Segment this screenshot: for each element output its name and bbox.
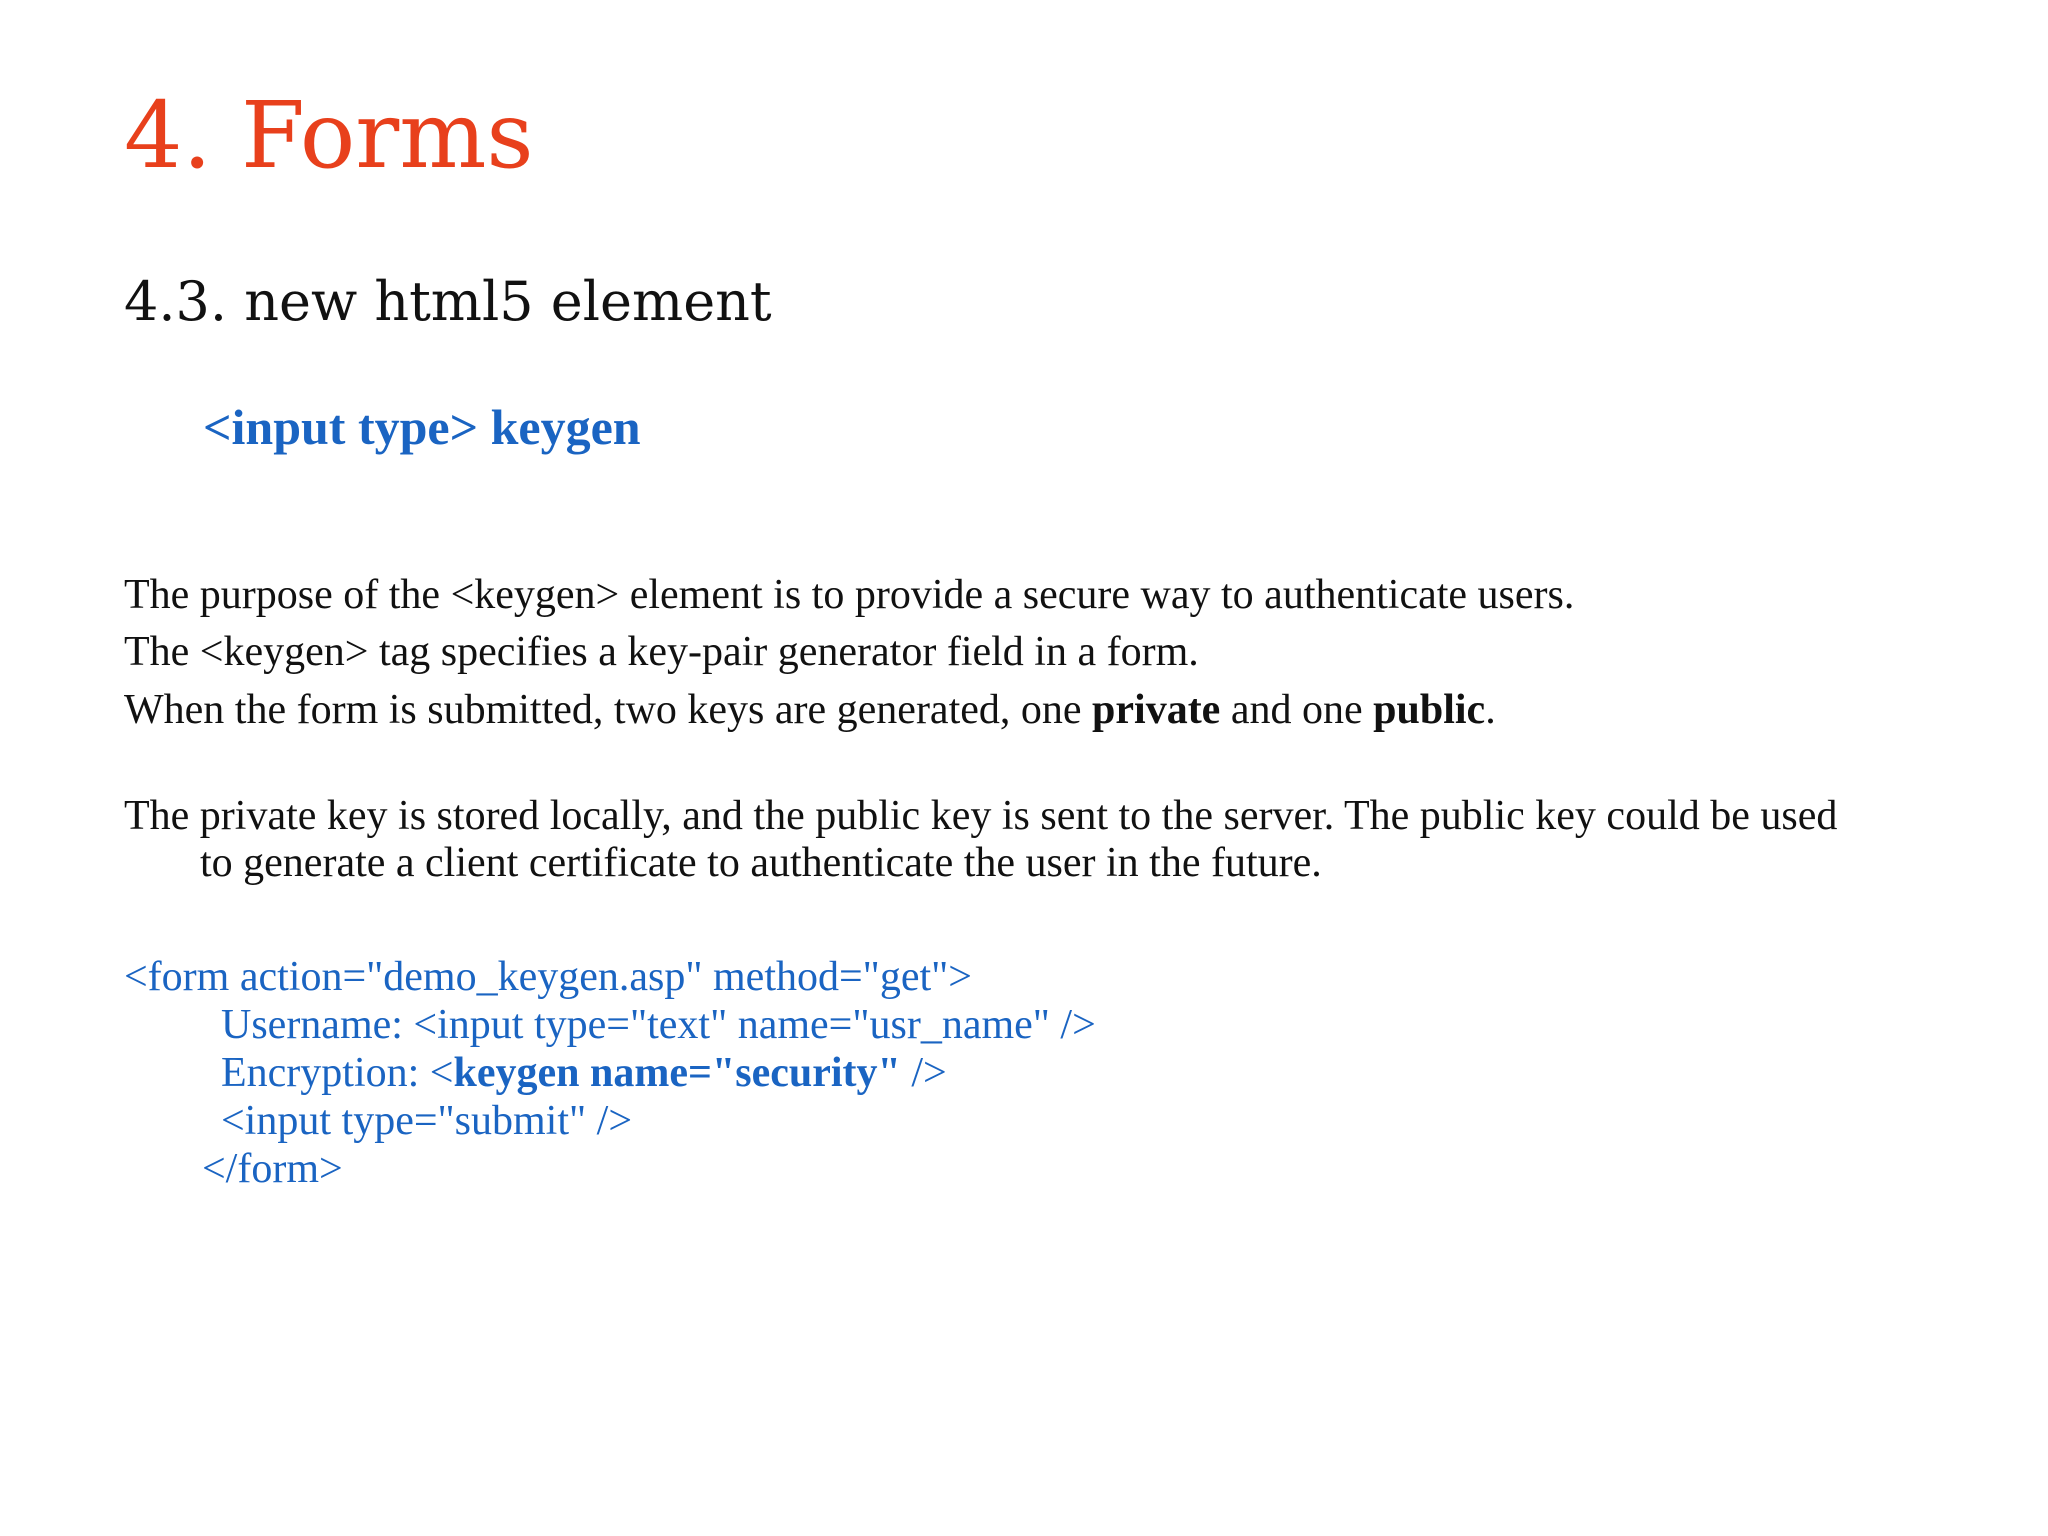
section-subtitle: 4.3. new html5 element [124,270,772,333]
code-line-encryption [221,1049,947,1097]
code-line-submit: <input type="submit" /> [221,1098,633,1144]
paragraph-line-3 [124,681,1496,739]
paragraph-line-4: The private key is stored locally, and the public key is sent to the server. The public key could be used [124,793,1838,839]
paragraph-line-2: The <keygen> tag specifies a key-pair generator field in a form. [124,629,1199,675]
code-line-username: Username: <input type="text" name="usr_name" /> [221,1002,1096,1048]
code-line-form-open: <form action="demo_keygen.asp" method="get"> [124,954,972,1000]
code-keygen-bold: keygen name="security" [453,1050,901,1096]
public-bold: public [1373,687,1486,733]
paragraph-line-4-continued: to generate a client certificate to authenticate the user in the future. [200,840,1322,886]
keyword-heading: <input type> keygen [203,399,641,455]
paragraph-line-1: The purpose of the <keygen> element is to provide a secure way to authenticate users. [124,572,1575,618]
code-line-form-close: </form> [202,1146,343,1192]
paragraph-line-3-start: When the form is submitted, two keys are generated, one [124,687,1093,733]
slide-title: 4. Forms [124,82,534,189]
paragraph-line-3-mid: and one [1220,687,1374,733]
paragraph-line-3-end: . [1485,687,1496,733]
code-line-encryption-start: Encryption: < [221,1050,454,1096]
code-line-encryption-end: /> [900,1050,947,1096]
private-bold: private [1092,687,1221,733]
